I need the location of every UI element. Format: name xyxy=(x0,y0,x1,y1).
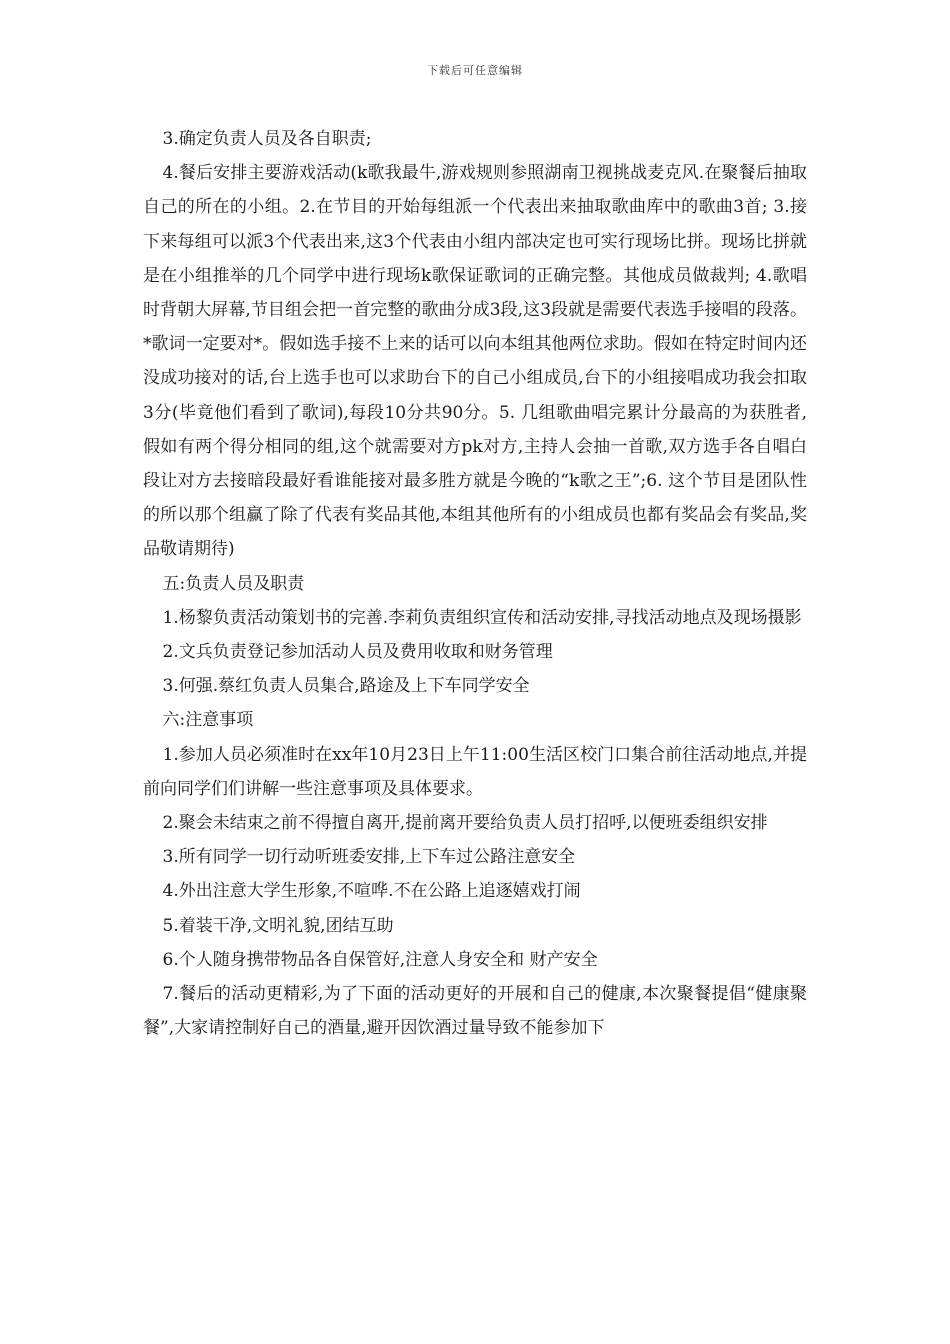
paragraph-duty-assignment: 3.确定负责人员及各自职责; xyxy=(162,129,372,149)
paragraph-game-activity: 4.餐后安排主要游戏活动(k歌我最牛,游戏规则参照湖南卫视挑战麦克风.在聚餐后抽取自己的所在的小组。2.在节目的开始每组派一个代表出来抽取歌曲库中的歌曲3首; 3.接下来每组可以派3个代表出来,这3个代表由小组内部决定也可实行现场比拼。现场比拼就是在小组推举的几个同学中进行现场k歌保证歌词的正确完整。其他成员做裁判; 4.歌唱时背朝大屏幕,节目组会把一首完整的歌曲分成3段,这3段就是需要代表选手接唱的段落。*歌词一定要对*。假如选手接不上来的话可以向本组其他两位求助。假如在特定时间内还没成功接对的话,台上选手也可以求助台下的自己小组成员,台下的小组接唱成功我会扣取3分(毕竟他们看到了歌词),每段10分共90分。5. 几组歌曲唱完累计分最高的为获胜者, 假如有两个得分相同的组,这个就需要对方pk对方,主持人会抽一首歌,双方选手各自唱白段让对方去接暗段最好看谁能接对最多胜方就是今晚的“k歌之王”;6. 这个节目是团队性的所以那个组赢了除了代表有奖品其他,本组其他所有的小组成员也都有奖品会有奖品,奖品敬请期待) xyxy=(143,163,807,560)
notes-item-4: 4.外出注意大学生形象,不喧哗.不在公路上追逐嬉戏打闹 xyxy=(162,881,581,902)
section-heading-staff: 五:负责人员及职责 xyxy=(162,573,305,594)
notes-item-7: 7.餐后的活动更精彩,为了下面的活动更好的开展和自己的健康,本次聚餐提倡“健康聚餐”,大家请控制好自己的酒量,避开因饮酒过量导致不能参加下 xyxy=(143,984,807,1039)
page-header-note: 下载后可任意编辑 xyxy=(427,64,523,77)
staff-item-1: 1.杨黎负责活动策划书的完善.李莉负责组织宣传和活动安排,寻找活动地点及现场摄影 xyxy=(162,607,802,628)
document-body xyxy=(143,122,807,1045)
notes-item-5: 5.着装干净,文明礼貌,团结互助 xyxy=(162,915,394,936)
notes-item-2: 2.聚会未结束之前不得擅自离开,提前离开要给负责人员打招呼,以便班委组织安排 xyxy=(162,813,768,834)
section-heading-notes: 六:注意事项 xyxy=(162,710,254,731)
notes-item-6: 6.个人随身携带物品各自保管好,注意人身安全和 财产安全 xyxy=(162,949,598,970)
notes-item-3: 3.所有同学一切行动听班委安排,上下车过公路注意安全 xyxy=(162,847,576,868)
staff-item-2: 2.文兵负责登记参加活动人员及费用收取和财务管理 xyxy=(162,642,553,663)
staff-item-3: 3.何强.蔡红负责人员集合,路途及上下车同学安全 xyxy=(162,676,530,697)
notes-item-1: 1.参加人员必须准时在xx年10月23日上午11:00生活区校门口集合前往活动地点,并提前向同学们们讲解一些注意事项及具体要求。 xyxy=(143,744,807,799)
